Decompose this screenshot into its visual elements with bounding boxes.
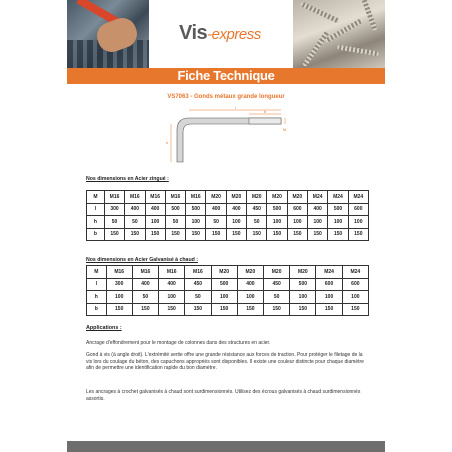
label-l: l — [235, 105, 236, 110]
table-cell: 150 — [125, 228, 145, 241]
header — [67, 0, 385, 68]
table-cell: 100 — [211, 291, 237, 304]
table-cell: 400 — [132, 278, 158, 291]
row-label: M — [87, 191, 105, 204]
table-cell: 50 — [264, 291, 290, 304]
label-M: M — [283, 127, 287, 132]
table-cell: 100 — [159, 291, 185, 304]
table-cell: M24 — [348, 191, 368, 204]
table-cell: 100 — [145, 216, 165, 229]
table-row — [87, 266, 369, 279]
table-cell: 150 — [308, 228, 328, 241]
table-cell: 600 — [348, 203, 368, 216]
table-cell: 50 — [165, 216, 185, 229]
table-cell: 50 — [206, 216, 226, 229]
table-cell: M16 — [159, 266, 185, 279]
table-cell: 150 — [342, 303, 368, 316]
table-row — [87, 203, 369, 216]
table-cell: M16 — [104, 191, 124, 204]
table-cell: 150 — [290, 303, 316, 316]
table-cell: 150 — [106, 303, 132, 316]
table-acier-galvanise — [86, 265, 369, 316]
table-cell: 500 — [186, 203, 206, 216]
applications-paragraph-3: Les ancrages à crochet galvanisés à chaud sont surdimensionnés. Utilisez des écrous galvanisés à chaud surdimensionnés assortis. — [86, 389, 361, 402]
table-cell: 150 — [104, 228, 124, 241]
footer-bar — [67, 441, 385, 452]
table-cell: M24 — [308, 191, 328, 204]
table-cell: 500 — [328, 203, 348, 216]
applications-title: Applications : — [86, 325, 122, 331]
table2-title: Nos dimensions en Acier Galvanisé à chaud : — [86, 257, 198, 263]
table-cell: 400 — [226, 203, 246, 216]
table-cell: 100 — [287, 216, 307, 229]
table-cell: 600 — [316, 278, 342, 291]
table-cell: M24 — [328, 191, 348, 204]
table-cell: M16 — [186, 191, 206, 204]
table-cell: 150 — [316, 303, 342, 316]
table-row — [87, 191, 369, 204]
table-cell: 400 — [206, 203, 226, 216]
row-label: h — [87, 291, 107, 304]
table-cell: 100 — [267, 216, 287, 229]
table-cell: 600 — [287, 203, 307, 216]
table-cell: 150 — [267, 228, 287, 241]
table-cell: 150 — [132, 303, 158, 316]
table-cell: 500 — [290, 278, 316, 291]
table-cell: 150 — [185, 303, 211, 316]
table-row — [87, 216, 369, 229]
table-cell: M20 — [211, 266, 237, 279]
table-cell: 450 — [247, 203, 267, 216]
row-label: h — [87, 216, 105, 229]
brand-vis: Vis — [179, 22, 208, 44]
table-cell: 450 — [185, 278, 211, 291]
row-label: l — [87, 203, 105, 216]
table-cell: M16 — [145, 191, 165, 204]
table-row — [87, 228, 369, 241]
table-cell: 50 — [104, 216, 124, 229]
table-cell: 600 — [342, 278, 368, 291]
screws-photo — [293, 0, 385, 68]
row-label: l — [87, 278, 107, 291]
table-cell: 150 — [348, 228, 368, 241]
table-cell: 400 — [125, 203, 145, 216]
table-cell: 100 — [342, 291, 368, 304]
table-cell: 100 — [226, 216, 246, 229]
banner-title: Fiche Technique — [67, 68, 385, 84]
table-cell: 500 — [267, 203, 287, 216]
table-cell: M24 — [342, 266, 368, 279]
table-row — [87, 303, 369, 316]
table-cell: 150 — [145, 228, 165, 241]
table-cell: M24 — [316, 266, 342, 279]
tools-photo — [67, 0, 149, 68]
technical-sheet-page — [67, 0, 385, 452]
table-cell: M16 — [125, 191, 145, 204]
table-cell: 400 — [145, 203, 165, 216]
table-cell: 150 — [237, 303, 263, 316]
table-cell: M20 — [226, 191, 246, 204]
table-cell: M20 — [237, 266, 263, 279]
table-cell: M20 — [287, 191, 307, 204]
table-cell: M16 — [106, 266, 132, 279]
table-acier-zingue — [86, 190, 369, 241]
table-cell: 50 — [125, 216, 145, 229]
table-cell: 150 — [159, 303, 185, 316]
applications-paragraph-1: Ancrage d'effondrement pour le montage de colonnes dans des structures en acier. — [86, 340, 271, 346]
row-label: b — [87, 303, 107, 316]
table-cell: 100 — [106, 291, 132, 304]
table-cell: 150 — [287, 228, 307, 241]
table-cell: 500 — [165, 203, 185, 216]
table-row — [87, 291, 369, 304]
table-cell: 100 — [186, 216, 206, 229]
applications-paragraph-2: Gond à vis (à angle droit). L'extrémité sertie offre une grande résistance aux forces de traction. Pour protéger le filetage de la vis lors du coulage du béton, des capuchons appropriés sont disponibles. Il existe une couleur distincte pour chaque diamètre afin de permettre une identification rapide du bon diamètre. — [86, 352, 364, 372]
table-cell: M20 — [264, 266, 290, 279]
table-cell: 50 — [185, 291, 211, 304]
table-cell: 150 — [165, 228, 185, 241]
table1-title: Nos dimensions en Acier zingué : — [86, 176, 169, 182]
table-cell: 50 — [247, 216, 267, 229]
brand-express: -express — [207, 26, 261, 43]
table-cell: 300 — [104, 203, 124, 216]
label-b: b — [264, 109, 267, 114]
table-cell: 150 — [186, 228, 206, 241]
table-cell: 300 — [106, 278, 132, 291]
table-cell: 100 — [328, 216, 348, 229]
table-cell: 400 — [237, 278, 263, 291]
table-cell: 50 — [132, 291, 158, 304]
row-label: M — [87, 266, 107, 279]
table-cell: 450 — [264, 278, 290, 291]
table-cell: 150 — [328, 228, 348, 241]
product-title: VS7063 - Gonds métaux grande longueur — [167, 94, 285, 100]
row-label: b — [87, 228, 105, 241]
table-cell: M20 — [290, 266, 316, 279]
table-cell: 150 — [264, 303, 290, 316]
table-cell: M20 — [247, 191, 267, 204]
table-cell: 100 — [237, 291, 263, 304]
table-cell: 100 — [290, 291, 316, 304]
table-cell: M16 — [165, 191, 185, 204]
table-cell: M16 — [185, 266, 211, 279]
table-cell: 150 — [247, 228, 267, 241]
table-cell: 400 — [159, 278, 185, 291]
table-cell: M20 — [267, 191, 287, 204]
table-cell: 100 — [348, 216, 368, 229]
table-cell: 150 — [206, 228, 226, 241]
table-cell: 100 — [308, 216, 328, 229]
label-h: h — [166, 140, 169, 145]
table-cell: 150 — [211, 303, 237, 316]
table-cell: 150 — [226, 228, 246, 241]
brand-logo[interactable] — [179, 22, 261, 45]
table-cell: 500 — [211, 278, 237, 291]
table-cell: 400 — [308, 203, 328, 216]
hook-diagram — [163, 104, 293, 168]
table-cell: 100 — [316, 291, 342, 304]
table-cell: M16 — [132, 266, 158, 279]
table-cell: M20 — [206, 191, 226, 204]
table-row — [87, 278, 369, 291]
